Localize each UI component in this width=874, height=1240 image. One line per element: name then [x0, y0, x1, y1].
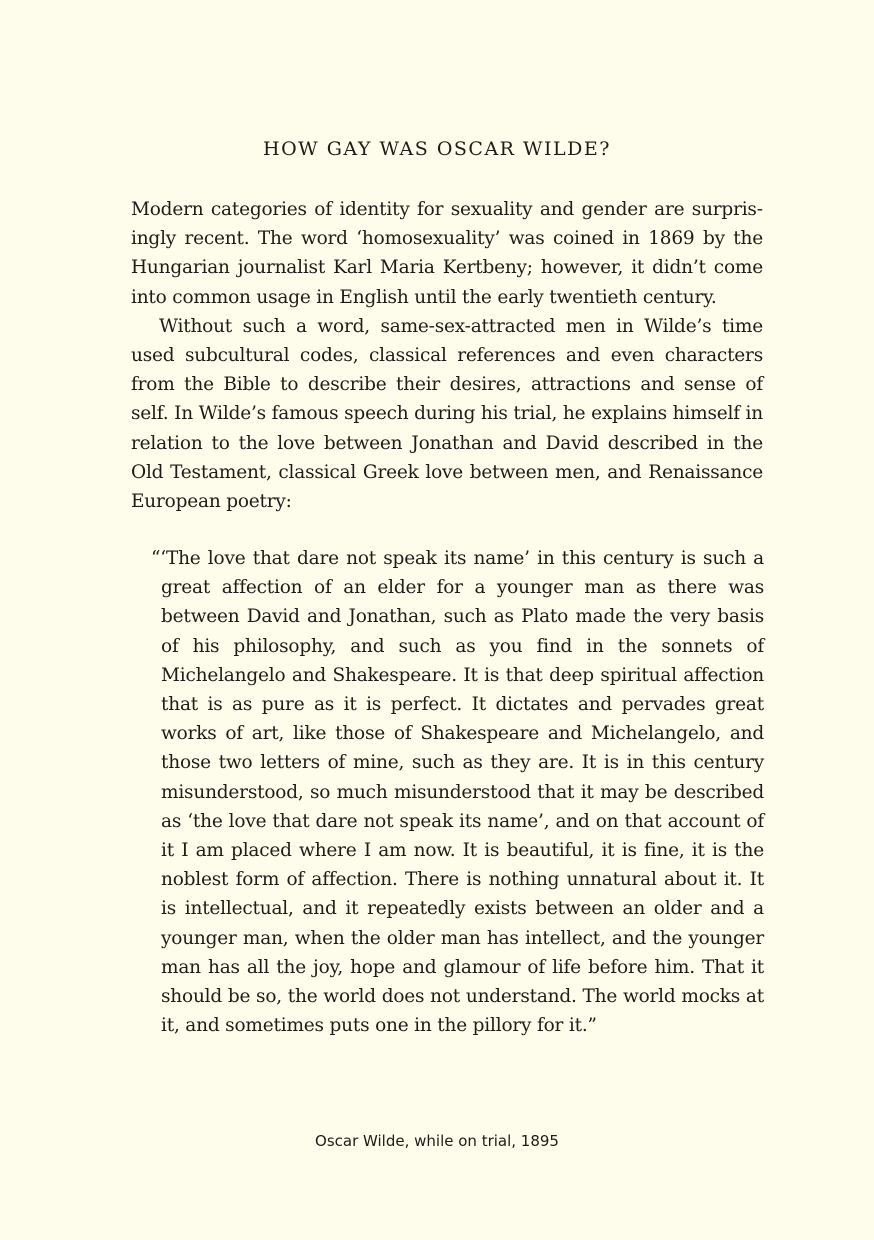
paragraph-2: Without such a word, same-sex-attracted men in Wilde’s time used subcultural codes, classical references and even characters from the Bible to describe their desires, attractions and sense of self. In Wilde’s famous speech during his trial, he explains himself in relation to the love between Jonathan and David described in the Old Testament, classical Greek love between men, and Renaissance European poetry: — [131, 315, 763, 513]
paragraph-1: Modern categories of identity for sexuality and gender are surprisingly recent. The word ‘homosexuality’ was coined in 1869 by the Hungarian journalist Karl Maria Kertbeny; however, it didn’t come into common usage in English until the early twentieth century. — [131, 199, 763, 308]
page-title: HOW GAY WAS OSCAR WILDE? — [263, 138, 611, 160]
body-text — [131, 195, 763, 516]
wilde-quote: “‘The love that dare not speak its name’ in this century is such a great affection of an elder for a younger man as there was between David and Jonathan, such as Plato made the very basis of his philosophy, and such as you find in the sonnets of Michelangelo and Shakespeare. It is that deep spiritual affection that is as pure as it is perfect. It dictates and pervades great works of art, like those of Shakespeare and Michelangelo, and those two letters of mine, such as they are. It is in this century misunderstood, so much misunderstood that it may be described as ‘the love that dare not speak its name’, and on that account of it I am placed where I am now. It is beautiful, it is fine, it is the noblest form of affection. There is nothing unnatural about it. It is intellectual, and it repeatedly exists between an older and a younger man, when the older man has intellect, and the younger man has all the joy, hope and glamour of life before him. That it should be so, the world does not understand. The world mocks at it, and sometimes puts one in the pillory for it.” — [151, 548, 764, 1037]
quote-attribution: Oscar Wilde, while on trial, 1895 — [315, 1132, 559, 1150]
